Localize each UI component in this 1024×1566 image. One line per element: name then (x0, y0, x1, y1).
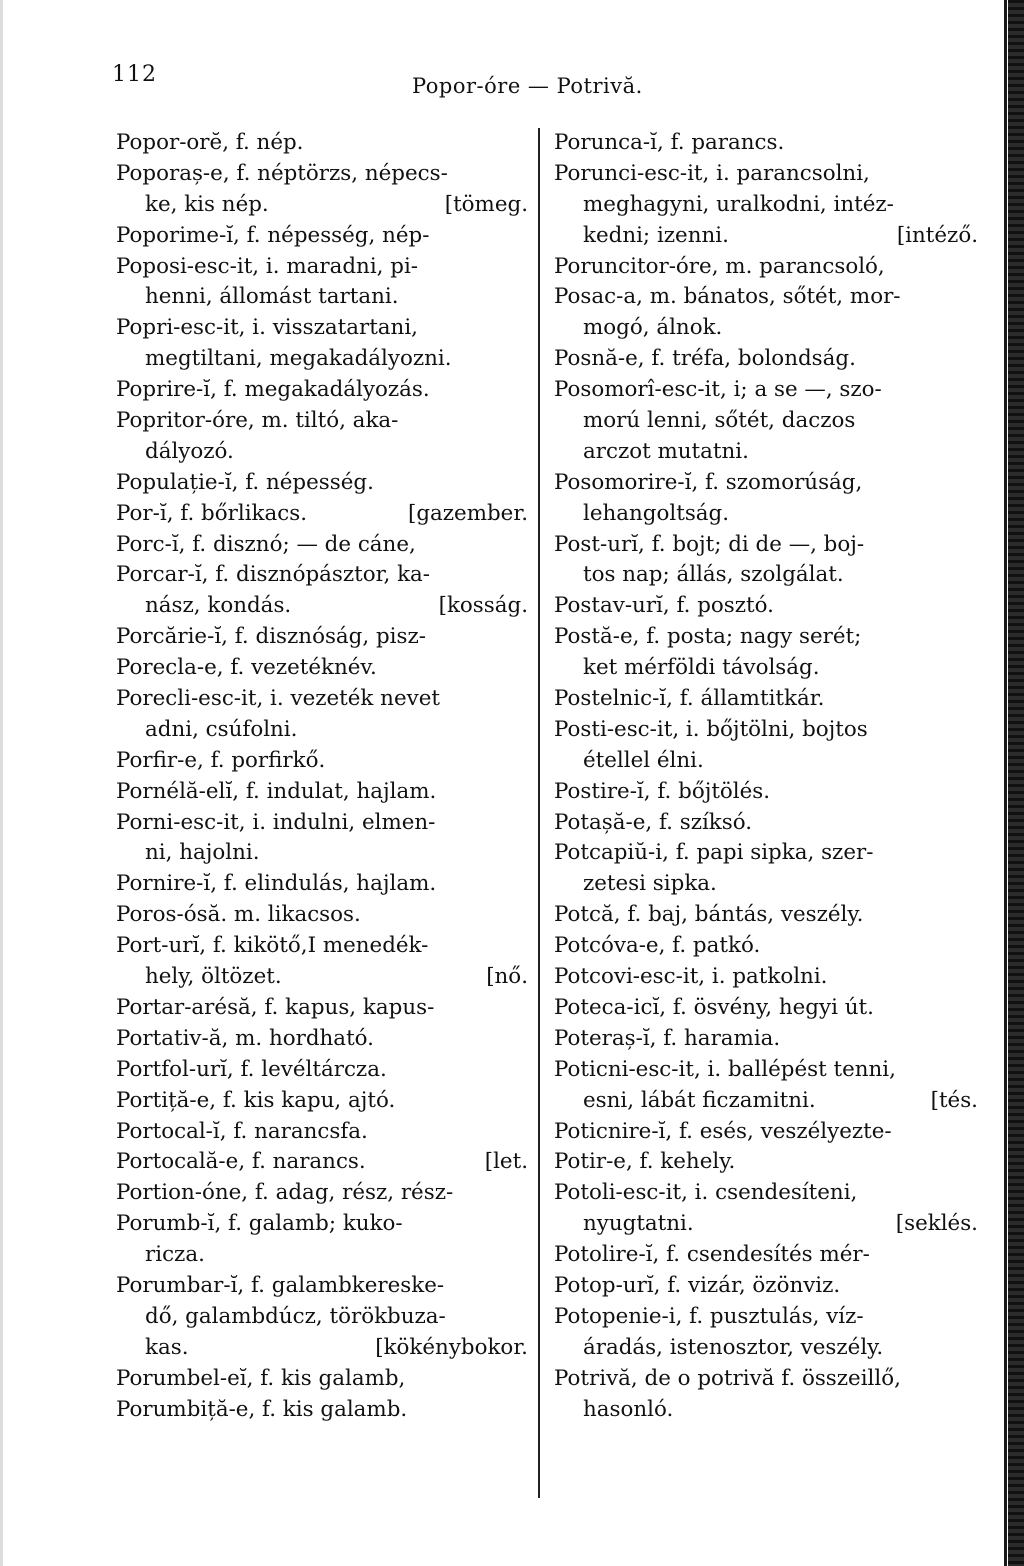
dictionary-line (554, 499, 978, 530)
entry-text: Portion-óne, f. adag, rész, rész- (116, 1180, 454, 1206)
dictionary-line (554, 993, 978, 1024)
dictionary-line (116, 1364, 528, 1395)
dictionary-line (116, 653, 528, 684)
dictionary-line (554, 530, 978, 561)
entry-text: Porc-ĭ, f. disznó; — de cáne, (116, 531, 416, 557)
entry-text: Porfir-e, f. porfirkő. (116, 747, 326, 773)
entry-text: adni, csúfolni. (145, 716, 298, 742)
dictionary-line (554, 777, 978, 808)
entry-text: Potașă-e, f. szíksó. (554, 809, 753, 835)
entry-text: Post-urĭ, f. bojt; di de —, boj- (554, 531, 865, 557)
entry-text: étellel élni. (583, 747, 704, 773)
dictionary-line (116, 221, 528, 252)
entry-text: lehangoltság. (583, 500, 730, 526)
entry-text: zetesi sipka. (583, 871, 717, 897)
dictionary-line (116, 931, 528, 962)
entry-text: Porumbel-eĭ, f. kis galamb, (116, 1365, 406, 1391)
dictionary-line (554, 622, 978, 653)
dictionary-line (554, 437, 978, 468)
dictionary-line (116, 838, 528, 869)
dictionary-line (116, 900, 528, 931)
entry-text: Porcar-ĭ, f. disznópásztor, ka- (116, 562, 431, 588)
dictionary-line (554, 221, 978, 252)
entry-text: Potir-e, f. kehely. (554, 1149, 736, 1175)
entry-text: Porumb-ĭ, f. galamb; kuko- (116, 1211, 403, 1237)
dictionary-line (116, 1209, 528, 1240)
entry-text: Poticni-esc-it, i. ballépést tenni, (554, 1056, 896, 1082)
dictionary-line (554, 1117, 978, 1148)
carry-over-word: [tés. (930, 1087, 978, 1113)
dictionary-line (116, 468, 528, 499)
entry-text: Pornire-ĭ, f. elindulás, hajlam. (116, 871, 437, 897)
entry-text: Postelnic-ĭ, f. államtitkár. (554, 686, 825, 712)
dictionary-line (554, 1271, 978, 1302)
entry-text: esni, lábát ficzamitni. (583, 1087, 816, 1113)
dictionary-line (116, 746, 528, 777)
dictionary-line (554, 1147, 978, 1178)
entry-text: Poporaș-e, f. néptörzs, népecs- (116, 160, 448, 186)
dictionary-line (554, 406, 978, 437)
entry-text: Posti-esc-it, i. bőjtölni, bojtos (554, 716, 868, 742)
dictionary-line (554, 1055, 978, 1086)
dictionary-line (116, 1086, 528, 1117)
entry-text: Por-ĭ, f. bőrlikacs. (116, 500, 308, 526)
dictionary-line (554, 468, 978, 499)
entry-text: Popor-orĕ, f. nép. (116, 130, 304, 155)
entry-text: arczot mutatni. (583, 438, 749, 464)
entry-text: Porumbar-ĭ, f. galambkereske- (116, 1272, 445, 1298)
column-divider (538, 128, 540, 1498)
scan-edge-shadow (1004, 0, 1007, 1566)
dictionary-line (116, 808, 528, 839)
dictionary-line (116, 1271, 528, 1302)
entry-text: Porecla-e, f. vezetéknév. (116, 655, 377, 681)
entry-text: Populație-ĭ, f. népesség. (116, 469, 374, 495)
entry-text: Postă-e, f. posta; nagy serét; (554, 624, 862, 650)
dictionary-line (554, 1395, 978, 1426)
dictionary-line (116, 128, 528, 159)
dictionary-line (554, 1024, 978, 1055)
scan-edge-left (0, 0, 3, 1566)
entry-text: Porumbiță-e, f. kis galamb. (116, 1396, 408, 1422)
carry-over-word: [intéző. (896, 222, 978, 248)
dictionary-line (554, 869, 978, 900)
dictionary-line (116, 406, 528, 437)
entry-text: Portocal-ĭ, f. narancsfa. (116, 1118, 368, 1144)
entry-text: Porecli-esc-it, i. vezeték nevet (116, 686, 440, 712)
entry-text: Porcărie-ĭ, f. disznóság, pisz- (116, 624, 426, 650)
dictionary-line (116, 1024, 528, 1055)
entry-text: Portativ-ă, m. hordható. (116, 1025, 374, 1051)
dictionary-line (554, 560, 978, 591)
entry-text: henni, állomást tartani. (145, 284, 399, 310)
carry-over-word: [nő. (486, 964, 528, 990)
dictionary-line (116, 962, 528, 993)
entry-text: megtiltani, megakadályozni. (145, 346, 452, 372)
scan-edge-right (1008, 0, 1024, 1566)
entry-text: Porunca-ĭ, f. parancs. (554, 130, 785, 155)
dictionary-line (554, 1178, 978, 1209)
entry-text: Portiță-e, f. kis kapu, ajtó. (116, 1087, 396, 1113)
dictionary-line (554, 128, 978, 159)
dictionary-line (116, 1055, 528, 1086)
dictionary-line (116, 622, 528, 653)
dictionary-line (554, 1302, 978, 1333)
entry-text: Porni-esc-it, i. indulni, elmen- (116, 809, 436, 835)
dictionary-line (554, 1240, 978, 1271)
entry-text: Potop-urĭ, f. vizár, özönviz. (554, 1272, 841, 1298)
entry-text: Pornélă-elĭ, f. indulat, hajlam. (116, 778, 437, 804)
dictionary-line (116, 499, 528, 530)
carry-over-word: [let. (484, 1149, 528, 1175)
carry-over-word: [tömeg. (444, 191, 528, 217)
entry-text: Poposi-esc-it, i. maradni, pi- (116, 253, 419, 279)
dictionary-line (554, 900, 978, 931)
dictionary-line (116, 1395, 528, 1426)
entry-text: dő, galambdúcz, törökbuza- (145, 1303, 446, 1329)
entry-text: Posnă-e, f. tréfa, bolondság. (554, 346, 856, 372)
entry-text: Potcapiŭ-i, f. papi sipka, szer- (554, 840, 874, 866)
entry-text: hely, öltözet. (145, 964, 282, 990)
dictionary-line (554, 190, 978, 221)
dictionary-line (116, 375, 528, 406)
dictionary-line (554, 715, 978, 746)
entry-text: Posomorire-ĭ, f. szomorúság, (554, 469, 863, 495)
entry-text: Posac-a, m. bánatos, sőtét, mor- (554, 284, 901, 310)
dictionary-line (116, 1302, 528, 1333)
carry-over-word: [kökénybokor. (375, 1334, 528, 1360)
entry-text: áradás, istenosztor, veszély. (583, 1334, 884, 1360)
entry-text: mogó, álnok. (583, 315, 723, 341)
entry-text: Poteraș-ĭ, f. haramia. (554, 1025, 781, 1051)
entry-text: Potoli-esc-it, i. csendesíteni, (554, 1180, 858, 1206)
dictionary-line (554, 159, 978, 190)
dictionary-line (116, 560, 528, 591)
entry-text: Popri-esc-it, i. visszatartani, (116, 315, 418, 341)
running-head: Popor-óre — Potrivă. (412, 74, 643, 98)
dictionary-line (116, 715, 528, 746)
dictionary-line (116, 530, 528, 561)
dictionary-line (116, 869, 528, 900)
dictionary-line (116, 591, 528, 622)
entry-text: meghagyni, uralkodni, intéz- (583, 191, 894, 217)
dictionary-line (554, 1364, 978, 1395)
dictionary-line (116, 282, 528, 313)
entry-text: Potopenie-i, f. pusztulás, víz- (554, 1303, 864, 1329)
entry-text: hasonló. (583, 1396, 674, 1422)
entry-text: nyugtatni. (583, 1211, 694, 1237)
dictionary-line (554, 746, 978, 777)
dictionary-line (116, 252, 528, 283)
dictionary-line (554, 344, 978, 375)
entry-text: dályozó. (145, 438, 234, 464)
dictionary-line (554, 1333, 978, 1364)
dictionary-line (116, 1117, 528, 1148)
dictionary-line (554, 1209, 978, 1240)
entry-text: morú lenni, sőtét, daczos (583, 408, 856, 434)
dictionary-line (116, 993, 528, 1024)
entry-text: Postav-urĭ, f. posztó. (554, 593, 774, 619)
entry-text: kas. (145, 1334, 189, 1360)
entry-text: Portocală-e, f. narancs. (116, 1149, 366, 1175)
entry-text: Poprire-ĭ, f. megakadályozás. (116, 377, 430, 403)
dictionary-line (554, 962, 978, 993)
entry-text: Popritor-óre, m. tiltó, aka- (116, 408, 399, 434)
dictionary-line (554, 282, 978, 313)
dictionary-line (116, 1147, 528, 1178)
entry-text: kedni; izenni. (583, 222, 729, 248)
entry-text: ni, hajolni. (145, 840, 260, 866)
dictionary-line (116, 684, 528, 715)
right-column (554, 128, 978, 1425)
dictionary-line (116, 190, 528, 221)
dictionary-line (554, 1086, 978, 1117)
dictionary-line (554, 375, 978, 406)
dictionary-line (554, 808, 978, 839)
dictionary-line (554, 838, 978, 869)
entry-text: ke, kis nép. (145, 191, 269, 217)
entry-text: Potcă, f. baj, bántás, veszély. (554, 902, 864, 928)
entry-text: Porunci-esc-it, i. parancsolni, (554, 160, 870, 186)
dictionary-line (554, 313, 978, 344)
dictionary-line (116, 1240, 528, 1271)
dictionary-line (116, 344, 528, 375)
entry-text: Postire-ĭ, f. bőjtölés. (554, 778, 771, 804)
dictionary-line (554, 684, 978, 715)
entry-text: Potolire-ĭ, f. csendesítés mér- (554, 1242, 870, 1268)
entry-text: Potcóva-e, f. patkó. (554, 933, 761, 959)
entry-text: Potcovi-esc-it, i. patkolni. (554, 964, 828, 990)
dictionary-line (116, 437, 528, 468)
entry-text: Poteca-icĭ, f. ösvény, hegyi út. (554, 994, 874, 1020)
dictionary-line (554, 591, 978, 622)
dictionary-line (116, 1178, 528, 1209)
dictionary-line (554, 931, 978, 962)
dictionary-line (116, 1333, 528, 1364)
entry-text: nász, kondás. (145, 593, 292, 619)
entry-text: Posomorî-esc-it, i; a se —, szo- (554, 377, 882, 403)
entry-text: Port-urĭ, f. kikötő,I menedék- (116, 933, 429, 959)
entry-text: Poruncitor-óre, m. parancsoló, (554, 253, 885, 279)
entry-text: Poros-ósă. m. likacsos. (116, 902, 361, 928)
dictionary-line (116, 313, 528, 344)
carry-over-word: [gazember. (407, 500, 528, 526)
dictionary-line (554, 653, 978, 684)
dictionary-line (116, 777, 528, 808)
entry-text: Poticnire-ĭ, f. esés, veszélyezte- (554, 1118, 892, 1144)
dictionary-line (554, 252, 978, 283)
page-number: 112 (112, 62, 157, 87)
entry-text: Poporime-ĭ, f. népesség, nép- (116, 222, 430, 248)
entry-text: tos nap; állás, szolgálat. (583, 562, 844, 588)
entry-text: ricza. (145, 1242, 205, 1268)
entry-text: ket mérföldi távolság. (583, 655, 820, 681)
entry-text: Portar-arésă, f. kapus, kapus- (116, 994, 435, 1020)
dictionary-line (116, 159, 528, 190)
carry-over-word: [kosság. (438, 593, 528, 619)
entry-text: Potrivă, de o potrivă f. összeillő, (554, 1365, 901, 1391)
left-column (116, 128, 528, 1425)
carry-over-word: [seklés. (895, 1211, 978, 1237)
entry-text: Portfol-urĭ, f. levéltárcza. (116, 1056, 387, 1082)
